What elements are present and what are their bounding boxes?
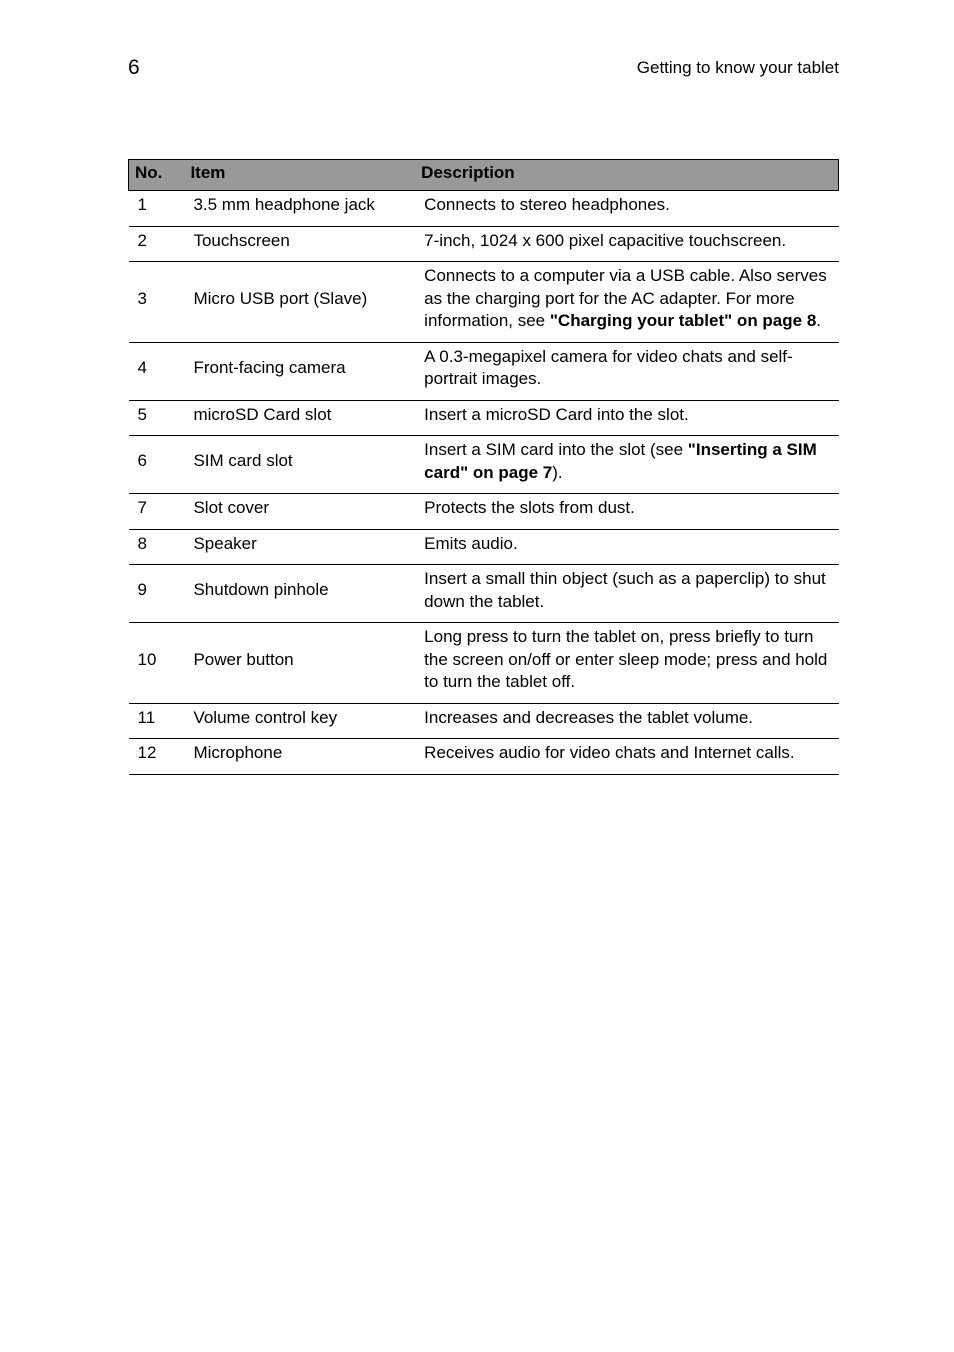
description-cell — [415, 623, 838, 704]
table-row — [129, 739, 839, 775]
row-number-cell: 7 — [129, 494, 185, 530]
description-text: Connects to stereo headphones. — [424, 195, 670, 214]
table-row — [129, 623, 839, 704]
table-row — [129, 400, 839, 436]
description-cell — [415, 565, 838, 623]
item-name-cell: Microphone — [184, 739, 415, 775]
description-text: Insert a microSD Card into the slot. — [424, 404, 689, 424]
table-row — [129, 436, 839, 494]
cross-reference-text: "Inserting a SIM card" on page 7 — [424, 440, 817, 482]
table-row — [129, 342, 839, 400]
table-row — [129, 565, 839, 623]
table-header — [129, 160, 839, 191]
description-cell — [415, 739, 838, 775]
column-header-no: No. — [129, 160, 185, 191]
item-name-cell: Touchscreen — [184, 226, 415, 262]
table-body — [129, 191, 839, 775]
row-number-cell: 8 — [129, 529, 185, 565]
description-text: Insert a small thin object (such as a paperclip) to shut down the tablet. — [424, 569, 826, 611]
row-number-cell: 11 — [129, 703, 185, 739]
description-text: Connects to a computer via a USB cable. Also serves as the charging port for the AC adapter. For more information, see — [424, 266, 827, 330]
description-text: ). — [552, 462, 563, 482]
description-text: . — [816, 311, 822, 330]
row-number-cell: 2 — [129, 226, 185, 262]
item-name-cell: Speaker — [184, 529, 415, 565]
description-text: Emits audio. — [424, 533, 518, 553]
item-name-cell: Micro USB port (Slave) — [184, 262, 415, 343]
description-text: Protects the slots from dust. — [424, 498, 635, 517]
table-header-row — [129, 160, 839, 191]
page-number: 6 — [128, 56, 140, 79]
item-name-cell: Front-facing camera — [184, 342, 415, 400]
row-number-cell: 6 — [129, 436, 185, 494]
description-cell — [415, 436, 838, 494]
description-cell — [415, 262, 838, 343]
description-cell — [415, 191, 838, 227]
item-name-cell: Power button — [184, 623, 415, 704]
component-table — [128, 159, 839, 775]
row-number-cell: 5 — [129, 400, 185, 436]
description-cell — [415, 703, 838, 739]
description-text: A 0.3-megapixel camera for video chats and self-portrait images. — [424, 346, 793, 388]
row-number-cell: 12 — [129, 739, 185, 775]
description-text: Long press to turn the tablet on, press briefly to turn the screen on/off or enter sleep mode; press and hold to turn the tablet off. — [424, 627, 828, 691]
item-name-cell: SIM card slot — [184, 436, 415, 494]
row-number-cell: 10 — [129, 623, 185, 704]
row-number-cell: 3 — [129, 262, 185, 343]
column-header-item: Item — [184, 160, 415, 191]
table-row — [129, 191, 839, 227]
description-cell — [415, 494, 838, 530]
running-header-title: Getting to know your tablet — [636, 58, 839, 77]
description-text: Receives audio for video chats and Internet calls. — [424, 743, 795, 762]
table-row — [129, 703, 839, 739]
description-text: Insert a SIM card into the slot (see — [424, 440, 688, 459]
description-cell — [415, 342, 838, 400]
column-header-description: Description — [415, 160, 838, 191]
table-row — [129, 494, 839, 530]
row-number-cell: 9 — [129, 565, 185, 623]
item-name-cell: 3.5 mm headphone jack — [184, 191, 415, 227]
table-row — [129, 262, 839, 343]
description-text: 7-inch, 1024 x 600 pixel capacitive touchscreen. — [424, 230, 787, 250]
table-row — [129, 529, 839, 565]
table-row — [129, 226, 839, 262]
row-number-cell: 1 — [129, 191, 185, 227]
description-cell — [415, 400, 838, 436]
description-cell — [415, 226, 838, 262]
description-cell — [415, 529, 838, 565]
description-text: Increases and decreases the tablet volume. — [424, 707, 754, 727]
item-name-cell: Shutdown pinhole — [184, 565, 415, 623]
item-name-cell: microSD Card slot — [184, 400, 415, 436]
row-number-cell: 4 — [129, 342, 185, 400]
item-name-cell: Slot cover — [184, 494, 415, 530]
cross-reference-text: "Charging your tablet" on page 8 — [549, 311, 817, 330]
item-name-cell: Volume control key — [184, 703, 415, 739]
